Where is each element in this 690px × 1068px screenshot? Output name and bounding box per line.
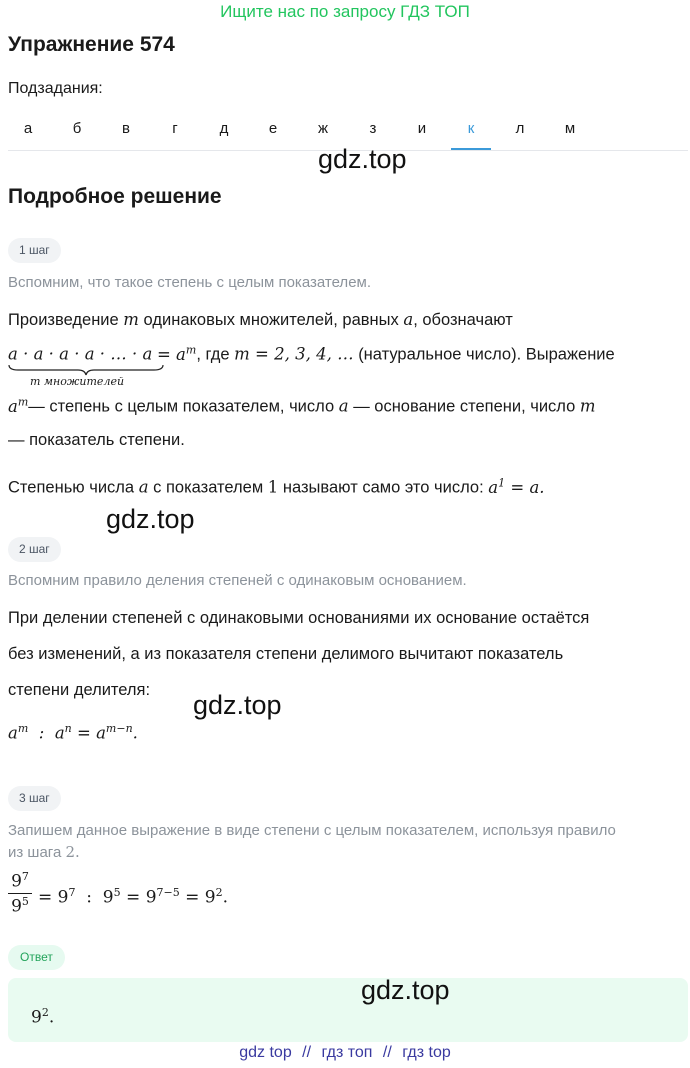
fraction-denominator: $9^5$: [11, 894, 29, 917]
tab-z[interactable]: з: [369, 120, 377, 137]
watermark: gdz.top: [361, 975, 450, 1005]
tab-m[interactable]: м: [564, 120, 576, 137]
tab-d[interactable]: д: [219, 120, 229, 137]
step-1-paragraph-3: — показатель степени.: [8, 431, 185, 449]
step-2-hint: Вспомним правило деления степеней с одинаковым основанием.: [8, 572, 467, 589]
footer-links: [0, 1044, 690, 1062]
page-title: Упражнение 574: [8, 33, 175, 56]
watermark: gdz.top: [106, 504, 195, 534]
footer-separator: //: [302, 1044, 312, 1061]
watermark: gdz.top: [318, 144, 407, 174]
tab-e[interactable]: е: [268, 120, 278, 137]
footer-link-1[interactable]: gdz top: [239, 1044, 292, 1061]
footer-separator: //: [382, 1044, 392, 1061]
step-1-paragraph-1: Произведение m одинаковых множителей, равных a, обозначают: [8, 310, 513, 329]
step-1-paragraph-2: $a^m—$ степень с целым показателем, число a — основание степени, число m: [8, 395, 596, 416]
division-rule-formula: $a^m$ : $a^n = a^{m-n}$.: [8, 722, 138, 743]
answer-box: [8, 978, 688, 1042]
fraction: [8, 870, 32, 916]
answer-badge: Ответ: [8, 945, 65, 970]
promo-banner[interactable]: Ищите нас по запросу ГДЗ ТОП: [220, 2, 470, 21]
power-definition-formula: a · a · a · a · … · $a = a^m$, где m = 2, 3, 4, … (натуральное число). Выражение: [8, 343, 615, 364]
tab-zh[interactable]: ж: [317, 120, 329, 137]
brace-label: m множителей: [30, 375, 125, 388]
tab-a[interactable]: а: [23, 120, 33, 137]
step-2-line-2: без изменений, а из показателя степени делимого вычитают показатель: [8, 645, 564, 663]
footer-link-3[interactable]: гдз top: [402, 1044, 451, 1061]
step-1-paragraph-4: Степенью числа a с показателем 1 называют само это число: $a^1 = a$.: [8, 476, 545, 497]
tab-i[interactable]: и: [417, 120, 427, 137]
tab-b[interactable]: б: [72, 120, 82, 137]
step-3-hint-line-1: Запишем данное выражение в виде степени с целым показателем, используя правило: [8, 822, 616, 839]
step-1-badge: 1 шаг: [8, 238, 61, 263]
tab-v[interactable]: в: [122, 120, 130, 137]
step-2-line-3: степени делителя:: [8, 681, 151, 699]
footer-link-2[interactable]: гдз топ: [321, 1044, 373, 1061]
step-3-calculation: = $9^7$ : $9^5 = 9^{7-5} = 9^2$.: [38, 886, 229, 908]
fraction-numerator: $9^7$: [11, 870, 29, 892]
step-3-badge: 3 шаг: [8, 786, 61, 811]
product-expression: a · a · a · a · … · a: [8, 344, 153, 364]
tab-l[interactable]: л: [515, 120, 525, 137]
fraction-bar: [8, 893, 32, 894]
step-2-badge: 2 шаг: [8, 537, 61, 562]
active-tab-indicator: [451, 148, 491, 150]
answer-value: $9^2$.: [31, 1006, 55, 1028]
section-title: Подробное решение: [8, 185, 222, 208]
tab-g[interactable]: г: [172, 120, 178, 137]
watermark: gdz.top: [193, 690, 282, 720]
step-1-hint: Вспомним, что такое степень с целым показателем.: [8, 274, 372, 291]
step-3-hint-line-2: из шага 2.: [8, 843, 80, 861]
subtasks-label: Подзадания:: [8, 80, 103, 97]
tab-k[interactable]: к: [467, 120, 475, 137]
step-2-line-1: При делении степеней с одинаковыми основаниями их основание остаётся: [8, 609, 590, 627]
